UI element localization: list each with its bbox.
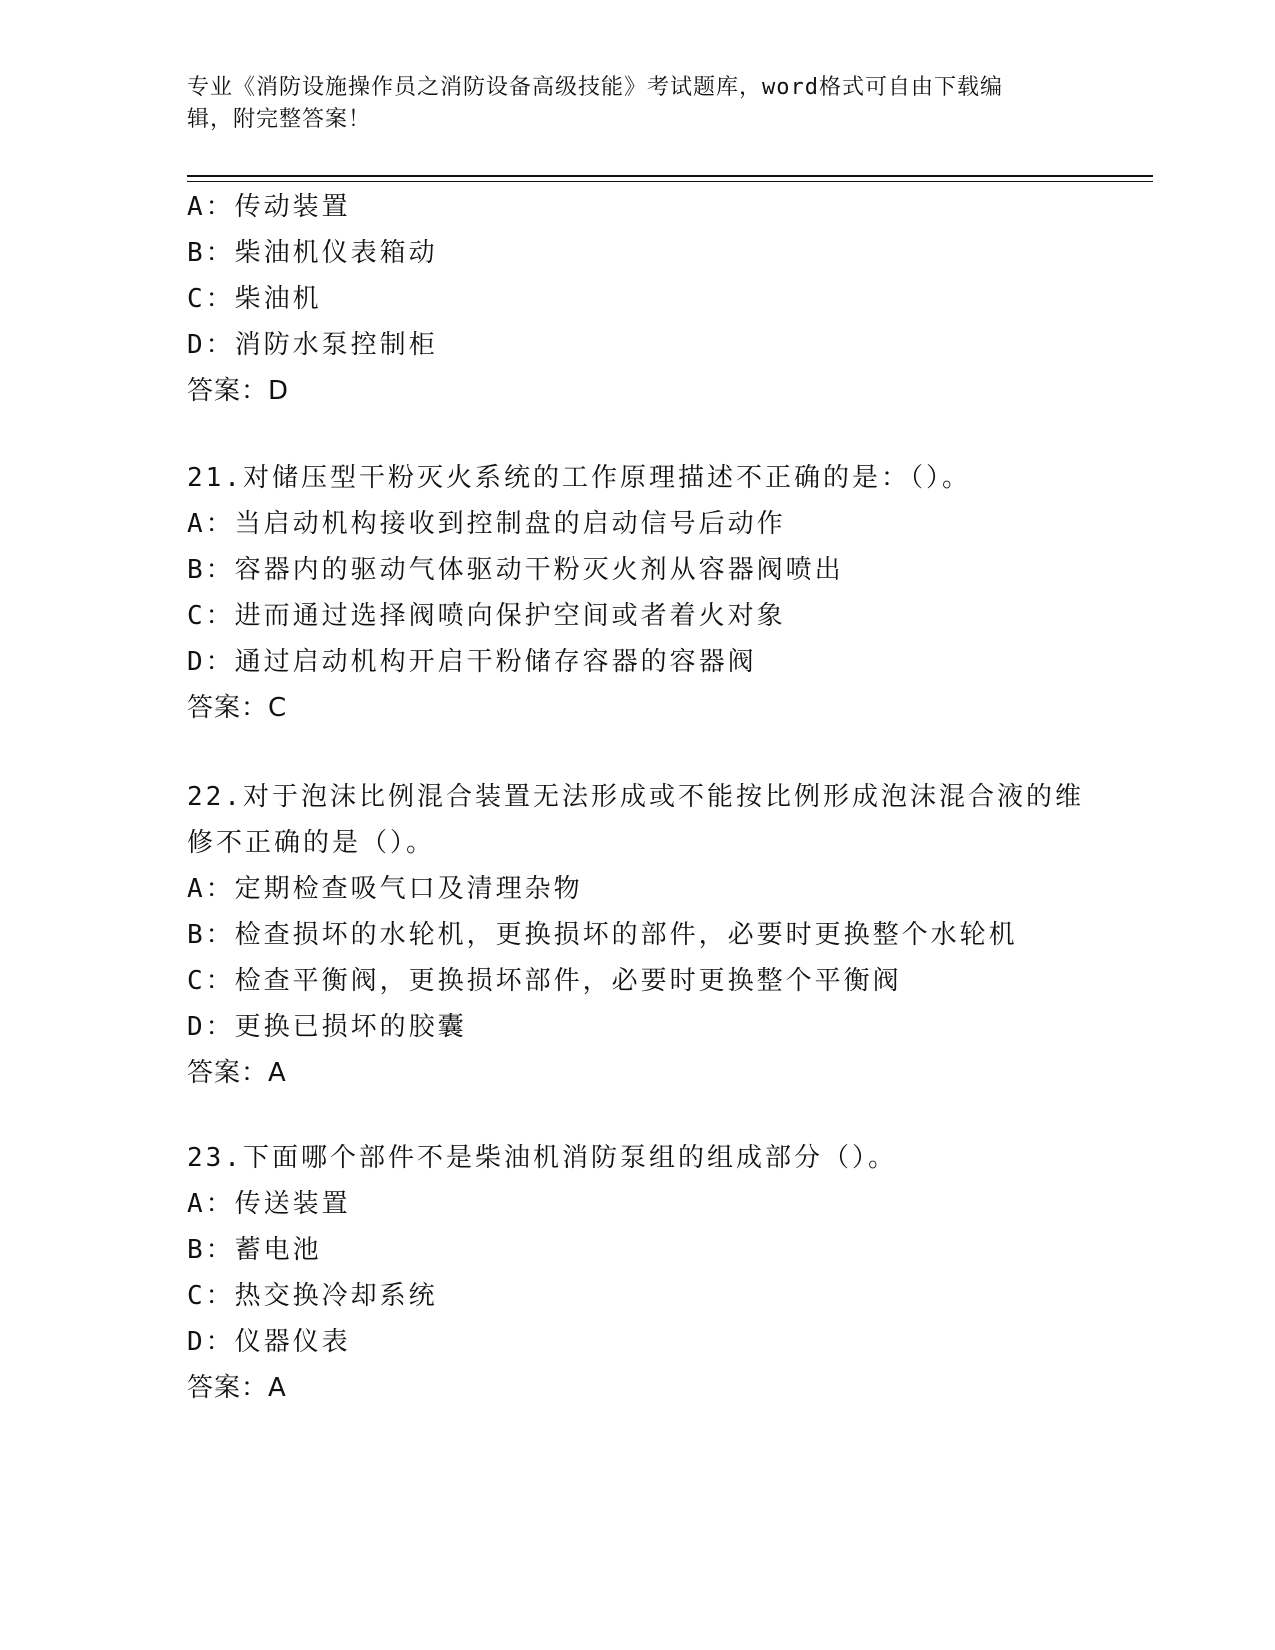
option-b: B：容器内的驱动气体驱动干粉灭火剂从容器阀喷出: [187, 555, 844, 585]
option-a: A：当启动机构接收到控制盘的启动信号后动作: [187, 509, 786, 539]
option-b: B：柴油机仪表箱动: [187, 238, 438, 268]
option-c: C：柴油机: [187, 284, 322, 314]
option-b: B：检查损坏的水轮机，更换损坏的部件，必要时更换整个水轮机: [187, 920, 1018, 950]
header-divider-thick: [187, 175, 1153, 177]
option-a: A：传动装置: [187, 192, 351, 222]
question-block-20: [187, 184, 1087, 414]
document-header: [187, 72, 1067, 136]
option-d: D：更换已损坏的胶囊: [187, 1012, 467, 1042]
question-block-23: [187, 1135, 1087, 1411]
option-a: A：传送装置: [187, 1189, 351, 1219]
question-block-22: [187, 774, 1087, 1096]
question-text: 21.对储压型干粉灭火系统的工作原理描述不正确的是：（）。: [187, 463, 971, 493]
option-d: D：消防水泵控制柜: [187, 330, 438, 360]
header-divider-thin: [187, 181, 1153, 182]
answer-line: 答案：A: [187, 1058, 287, 1088]
option-c: C：检查平衡阀，更换损坏部件，必要时更换整个平衡阀: [187, 966, 902, 996]
option-b: B：蓄电池: [187, 1235, 322, 1265]
answer-line: 答案：D: [187, 376, 290, 406]
question-text-line-1: 22.对于泡沫比例混合装置无法形成或不能按比例形成泡沫混合液的维: [187, 782, 1084, 812]
option-d: D：仪器仪表: [187, 1327, 351, 1357]
question-text-line-2: 修不正确的是（）。: [187, 828, 436, 858]
option-c: C：进而通过选择阀喷向保护空间或者着火对象: [187, 601, 786, 631]
option-c: C：热交换冷却系统: [187, 1281, 438, 1311]
answer-line: 答案：C: [187, 693, 288, 723]
question-block-21: [187, 455, 1087, 731]
header-line-1: 专业《消防设施操作员之消防设备高级技能》考试题库，word格式可自由下载编: [187, 75, 1003, 100]
answer-line: 答案：A: [187, 1373, 287, 1403]
question-text: 23.下面哪个部件不是柴油机消防泵组的组成部分（）。: [187, 1143, 897, 1173]
header-line-2: 辑，附完整答案！: [187, 107, 372, 132]
option-d: D：通过启动机构开启干粉储存容器的容器阀: [187, 647, 757, 677]
option-a: A：定期检查吸气口及清理杂物: [187, 874, 583, 904]
